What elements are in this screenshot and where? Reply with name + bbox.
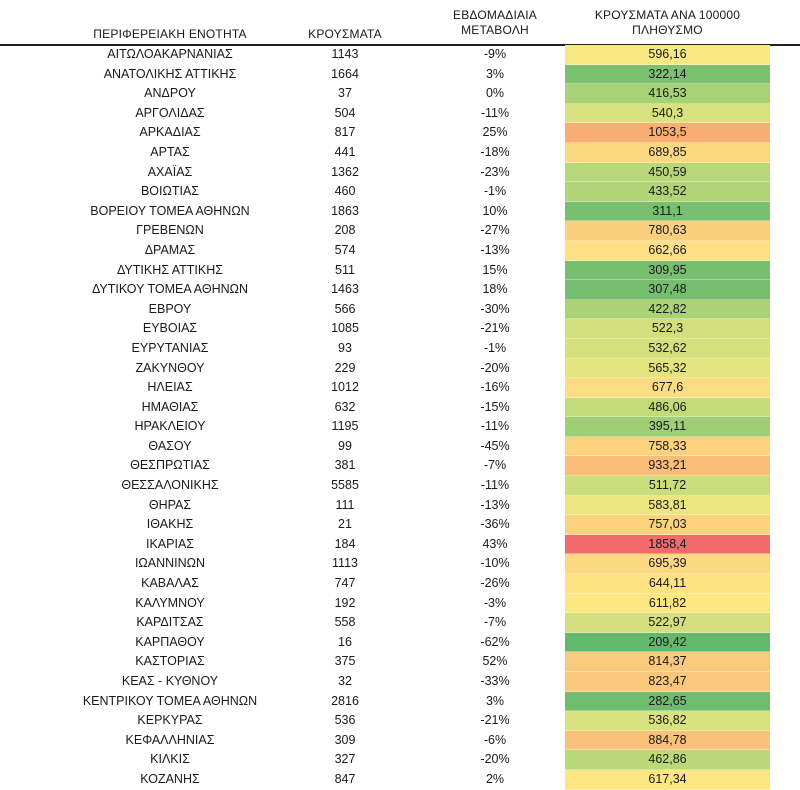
cell-region: ΚΑΛΥΜΝΟΥ	[135, 595, 205, 610]
cell-cases: 5585	[331, 478, 359, 493]
cell-rate: 933,21	[565, 456, 770, 476]
cell-rate: 395,11	[565, 417, 770, 437]
cell-weekly-change: 3%	[485, 66, 505, 81]
cell-cases: 184	[334, 536, 356, 551]
cell-rate: 757,03	[565, 515, 770, 535]
cell-region: ΑΧΑΪΑΣ	[147, 164, 193, 179]
cell-rate: 422,82	[565, 300, 770, 320]
cell-region: ΑΡΓΟΛΙΔΑΣ	[135, 105, 205, 120]
cell-region: ΔΡΑΜΑΣ	[144, 242, 196, 257]
cell-cases: 327	[334, 752, 356, 767]
cell-region: ΑΙΤΩΛΟΑΚΑΡΝΑΝΙΑΣ	[107, 47, 233, 61]
cell-rate: 209,42	[565, 633, 770, 653]
cell-cases: 511	[335, 262, 355, 277]
cell-weekly-change: -11%	[480, 478, 510, 493]
cell-weekly-change: -6%	[483, 732, 507, 747]
cell-region: ΚΕΑΣ - ΚΥΘΝΟΥ	[121, 674, 219, 688]
table-row	[0, 456, 800, 476]
cell-weekly-change: 43%	[482, 536, 508, 551]
cell-region: ΚΑΡΠΑΘΟΥ	[135, 634, 205, 649]
table-body	[0, 45, 800, 790]
table-row	[0, 300, 800, 320]
cell-weekly-change: -9%	[483, 47, 507, 61]
table-row	[0, 652, 800, 672]
cell-cases: 1085	[331, 321, 359, 336]
cell-rate: 758,33	[565, 437, 770, 457]
table-row	[0, 554, 800, 574]
cell-region: ΑΡΚΑΔΙΑΣ	[139, 125, 201, 140]
cell-rate: 511,72	[565, 476, 770, 496]
cell-weekly-change: -7%	[483, 615, 507, 630]
table-row	[0, 261, 800, 281]
cell-rate: 689,85	[565, 143, 770, 163]
cell-rate: 536,82	[565, 711, 770, 731]
header-cases: ΚΡΟΥΣΜΑΤΑ	[308, 27, 382, 41]
cell-cases: 504	[334, 105, 356, 120]
cell-cases: 1664	[331, 66, 359, 81]
cell-cases: 2816	[331, 693, 359, 708]
cell-rate: 611,82	[565, 594, 770, 614]
cell-cases: 192	[334, 595, 356, 610]
cell-rate: 540,3	[565, 104, 770, 124]
cell-rate: 1053,5	[565, 123, 770, 143]
header-rate-line1: ΚΡΟΥΣΜΑΤΑ ΑΝΑ 100000	[594, 8, 741, 22]
cell-cases: 1463	[331, 282, 359, 297]
cell-rate: 780,63	[565, 221, 770, 241]
table-row	[0, 594, 800, 614]
table-row	[0, 770, 800, 790]
cell-cases: 381	[334, 458, 356, 473]
cell-cases: 16	[338, 634, 352, 649]
cell-weekly-change: -11%	[480, 105, 510, 120]
cell-rate: 462,86	[565, 750, 770, 770]
header-weekly-change	[425, 8, 565, 38]
table-row	[0, 359, 800, 379]
header-weekly-line1: ΕΒΔΟΜΑΔΙΑΙΑ	[453, 8, 537, 22]
cell-region: ΚΑΒΑΛΑΣ	[141, 576, 199, 591]
cell-weekly-change: -10%	[480, 556, 510, 571]
cell-rate: 307,48	[565, 280, 770, 300]
cell-weekly-change: -27%	[480, 223, 510, 238]
cell-weekly-change: -1%	[483, 184, 507, 199]
table-row	[0, 496, 800, 516]
table-row	[0, 692, 800, 712]
cell-cases: 1113	[332, 556, 358, 571]
cell-weekly-change: 15%	[482, 262, 508, 277]
table-row	[0, 633, 800, 653]
cell-region: ΘΗΡΑΣ	[148, 497, 192, 512]
cell-rate: 695,39	[565, 554, 770, 574]
cell-cases: 375	[334, 654, 356, 669]
table-row	[0, 280, 800, 300]
cell-cases: 32	[338, 674, 352, 688]
table-row	[0, 672, 800, 692]
cell-rate: 662,66	[565, 241, 770, 261]
cell-weekly-change: -26%	[480, 576, 510, 591]
cell-cases: 99	[338, 438, 352, 453]
cell-cases: 309	[334, 732, 356, 747]
cell-region: ΗΜΑΘΙΑΣ	[141, 399, 199, 414]
cell-weekly-change: -23%	[480, 164, 510, 179]
cell-region: ΑΝΔΡΟΥ	[144, 86, 196, 101]
table-row	[0, 143, 800, 163]
cell-region: ΘΕΣΣΑΛΟΝΙΚΗΣ	[121, 478, 219, 493]
table-row	[0, 417, 800, 437]
cell-weekly-change: -15%	[480, 399, 510, 414]
cell-region: ΘΕΣΠΡΩΤΙΑΣ	[130, 458, 210, 473]
cell-rate: 823,47	[565, 672, 770, 692]
cell-weekly-change: -13%	[480, 497, 510, 512]
table-row	[0, 613, 800, 633]
cell-weekly-change: -3%	[483, 595, 507, 610]
cell-region: ΒΟΡΕΙΟΥ ΤΟΜΕΑ ΑΘΗΝΩΝ	[90, 203, 250, 218]
cell-cases: 747	[334, 576, 356, 591]
cell-weekly-change: -45%	[480, 438, 510, 453]
table-row	[0, 319, 800, 339]
cell-region: ΙΚΑΡΙΑΣ	[145, 536, 195, 551]
cell-region: ΘΑΣΟΥ	[148, 438, 192, 453]
cell-weekly-change: 0%	[485, 86, 505, 101]
cell-rate: 486,06	[565, 398, 770, 418]
cell-region: ΔΥΤΙΚΗΣ ΑΤΤΙΚΗΣ	[117, 262, 223, 277]
cell-region: ΕΒΡΟΥ	[148, 301, 192, 316]
cell-region: ΚΕΦΑΛΛΗΝΙΑΣ	[125, 732, 215, 747]
table-row	[0, 65, 800, 85]
cell-weekly-change: -11%	[480, 419, 510, 434]
cell-cases: 21	[338, 517, 352, 532]
cell-weekly-change: 2%	[485, 771, 505, 786]
cell-cases: 574	[334, 242, 356, 257]
header-weekly-line2: ΜΕΤΑΒΟΛΗ	[461, 23, 529, 37]
cell-region: ΚΕΝΤΡΙΚΟΥ ΤΟΜΕΑ ΑΘΗΝΩΝ	[82, 693, 258, 708]
cell-weekly-change: 10%	[482, 203, 508, 218]
table-row	[0, 84, 800, 104]
cell-region: ΓΡΕΒΕΝΩΝ	[136, 223, 204, 238]
cell-cases: 847	[334, 771, 356, 786]
cell-rate: 416,53	[565, 84, 770, 104]
cell-rate: 814,37	[565, 652, 770, 672]
table-row	[0, 378, 800, 398]
table-row	[0, 163, 800, 183]
cell-rate: 884,78	[565, 731, 770, 751]
cell-rate: 583,81	[565, 496, 770, 516]
table-row	[0, 104, 800, 124]
cell-region: ΑΝΑΤΟΛΙΚΗΣ ΑΤΤΙΚΗΣ	[103, 66, 237, 81]
table-row	[0, 123, 800, 143]
cell-weekly-change: -20%	[480, 360, 510, 375]
cell-weekly-change: -7%	[483, 458, 507, 473]
cell-cases: 536	[334, 713, 356, 728]
cell-rate: 596,16	[565, 45, 770, 65]
cell-rate: 1858,4	[565, 535, 770, 555]
cell-region: ΙΩΑΝΝΙΝΩΝ	[134, 556, 206, 571]
cell-region: ΒΟΙΩΤΙΑΣ	[140, 184, 200, 199]
table-row	[0, 437, 800, 457]
cell-region: ΚΕΡΚΥΡΑΣ	[137, 713, 203, 728]
header-region: ΠΕΡΙΦΕΡΕΙΑΚΗ ΕΝΟΤΗΤΑ	[93, 27, 247, 41]
cell-rate: 522,3	[565, 319, 770, 339]
cell-cases: 1195	[331, 419, 359, 434]
cell-cases: 817	[334, 125, 356, 140]
cell-cases: 1012	[331, 380, 359, 395]
cell-region: ΙΘΑΚΗΣ	[146, 517, 194, 532]
cell-region: ΗΡΑΚΛΕΙΟΥ	[134, 419, 206, 434]
cell-rate: 309,95	[565, 261, 770, 281]
cell-weekly-change: -21%	[480, 321, 510, 336]
cell-weekly-change: -21%	[480, 713, 510, 728]
table-row	[0, 182, 800, 202]
table-row	[0, 731, 800, 751]
cell-weekly-change: 18%	[482, 282, 508, 297]
cell-rate: 522,97	[565, 613, 770, 633]
cell-weekly-change: 25%	[482, 125, 508, 140]
cell-rate: 450,59	[565, 163, 770, 183]
cell-cases: 632	[334, 399, 356, 414]
table-header	[0, 0, 800, 46]
cell-cases: 1863	[331, 203, 359, 218]
table-row	[0, 241, 800, 261]
header-rate-line2: ΠΛΗΘΥΣΜΟ	[632, 23, 703, 37]
cell-rate: 532,62	[565, 339, 770, 359]
cell-region: ΔΥΤΙΚΟΥ ΤΟΜΕΑ ΑΘΗΝΩΝ	[91, 282, 249, 297]
cell-region: ΚΑΡΔΙΤΣΑΣ	[136, 615, 204, 630]
cell-region: ΕΥΡΥΤΑΝΙΑΣ	[131, 340, 209, 355]
cell-region: ΚΟΖΑΝΗΣ	[140, 771, 200, 786]
cell-rate: 617,34	[565, 770, 770, 790]
cell-weekly-change: -33%	[480, 674, 510, 688]
cell-cases: 111	[335, 497, 355, 512]
cell-region: ΖΑΚΥΝΘΟΥ	[135, 360, 205, 375]
table-row	[0, 574, 800, 594]
cell-rate: 677,6	[565, 378, 770, 398]
table-row	[0, 515, 800, 535]
cell-cases: 1143	[331, 47, 359, 61]
cell-cases: 566	[334, 301, 356, 316]
cell-region: ΕΥΒΟΙΑΣ	[142, 321, 198, 336]
table-row	[0, 202, 800, 222]
cell-rate: 311,1	[565, 202, 770, 222]
cell-cases: 93	[338, 340, 352, 355]
header-rate-per-100000	[565, 8, 770, 38]
cell-weekly-change: -16%	[480, 380, 510, 395]
cell-weekly-change: -30%	[480, 301, 510, 316]
cell-rate: 322,14	[565, 65, 770, 85]
cell-cases: 558	[334, 615, 356, 630]
cell-weekly-change: -1%	[483, 340, 507, 355]
cell-weekly-change: -20%	[480, 752, 510, 767]
cell-rate: 565,32	[565, 359, 770, 379]
cell-cases: 441	[334, 144, 356, 159]
cell-weekly-change: -62%	[480, 634, 510, 649]
cell-cases: 208	[334, 223, 356, 238]
cell-cases: 229	[334, 360, 356, 375]
table-row	[0, 476, 800, 496]
cell-weekly-change: 52%	[482, 654, 508, 669]
cell-weekly-change: -36%	[480, 517, 510, 532]
table-row	[0, 221, 800, 241]
cell-region: ΚΙΛΚΙΣ	[150, 752, 190, 767]
cell-weekly-change: -13%	[480, 242, 510, 257]
table-row	[0, 535, 800, 555]
cell-weekly-change: -18%	[480, 144, 510, 159]
cell-region: ΚΑΣΤΟΡΙΑΣ	[135, 654, 205, 669]
cell-region: ΗΛΕΙΑΣ	[147, 380, 193, 395]
table-row	[0, 339, 800, 359]
table-row	[0, 45, 800, 65]
cell-rate: 282,65	[565, 692, 770, 712]
cell-cases: 1362	[331, 164, 359, 179]
table-row	[0, 711, 800, 731]
cell-cases: 37	[338, 86, 352, 101]
cell-cases: 460	[334, 184, 356, 199]
cell-rate: 433,52	[565, 182, 770, 202]
cell-region: ΑΡΤΑΣ	[150, 144, 190, 159]
table-row	[0, 750, 800, 770]
cell-weekly-change: 3%	[485, 693, 505, 708]
cell-rate: 644,11	[565, 574, 770, 594]
table-row	[0, 398, 800, 418]
